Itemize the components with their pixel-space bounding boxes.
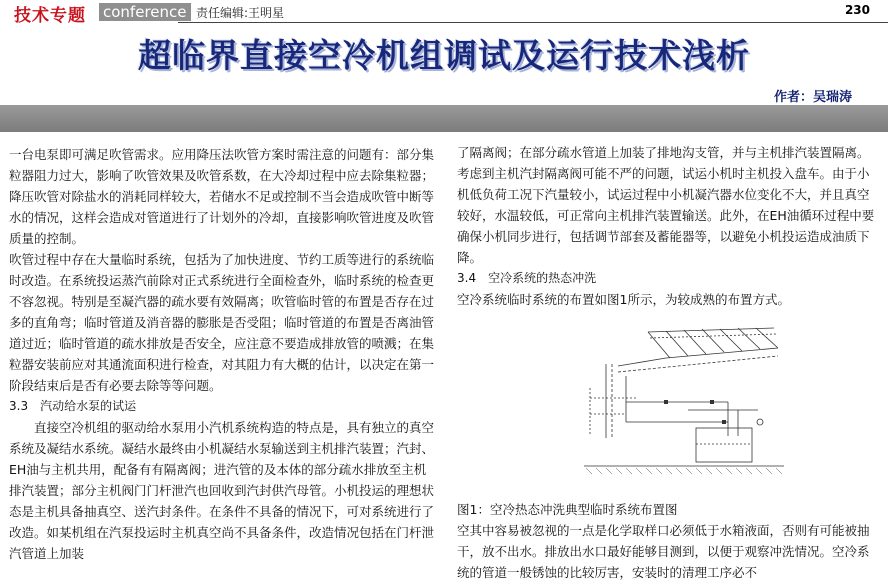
paragraph: 吹管过程中存在大量临时系统，包括为了加快进度、节约工质等进行的系统临时改造。在系统投运蒸汽前除对正式系统进行全面检查外，临时系统的检查更不容忽视。特别是至凝汽器的疏水要有效隔离；吹管临时管的布置是否存在过多的直角弯；临时管道及消音器的膨胀是否受阻；临时管道的布置是否离油管道过近；临时管道的疏水排放是否安全，应注意不要造成排放管的喷溅；在集粒器安装前应对其通流面积进行检查，对其阻力有大概的估计，以决定在第一阶段结束后是否有必要去除等等问题。 — [9, 252, 435, 393]
section-brand-en: conference — [99, 3, 191, 21]
header-rule — [178, 22, 888, 23]
page-number: 230 — [844, 3, 870, 17]
left-column — [9, 144, 437, 564]
article-author: 作者：吴瑞涛 — [773, 90, 852, 105]
paragraph: 了隔离阀；在部分疏水管道上加装了排地沟支管，并与主机排汽装置隔离。考虑到主机汽封隔离阀可能不严的问题，试运小机时主机投入盘车。由于小机低负荷工况下汽量较小，试运过程中小机凝汽器水位变化不大，并且真空较好，水温较低，可正常向主机排汽装置输送。此外，在EH油循环过程中要确保小机同步进行，包括调节部套及蓄能器等，以避免小机投运造成油质下降。 — [457, 145, 875, 265]
paragraph: 一台电泵即可满足吹管需求。应用降压法吹管方案时需注意的问题有：部分集粒器阻力过大，影响了吹管效果及吹管系数，在大冷却过程中应去除集粒器；降压吹管对除盐水的消耗同样较大，若储水不足或控制不当会造成吹管中断等水的情况，这样会造成对管道进行了计划外的冷却，直接影响吹管进度及吹管质量的控制。 — [9, 147, 435, 246]
article-title: 超临界直接空冷机组调试及运行技术浅析 — [138, 36, 750, 75]
page-header — [0, 0, 888, 24]
paragraph: 空冷系统临时系统的布置如图1所示，为较成熟的布置方式。 — [457, 292, 790, 307]
title-band — [0, 105, 888, 132]
flushing-system-diagram — [578, 318, 788, 486]
section-heading: 3.4 空冷系统的热态冲洗 — [457, 271, 597, 285]
figure-caption: 图1：空冷热态冲洗典型临时系统布置图 — [457, 502, 678, 517]
section-heading: 3.3 汽动给水泵的试运 — [9, 399, 137, 413]
section-brand: 技术专题 — [14, 6, 86, 26]
paragraph: 直接空冷机组的驱动给水泵用小汽机系统构造的特点是，具有独立的真空系统及凝结水系统。凝结水最终由小机凝结水泵输送到主机排汽装置；汽封、EH油与主机共用，配备有有隔离阀；进汽管的及本体的部分疏水排放至主机排汽装置；部分主机阀门门杆泄汽也回收到汽封供汽母管。小机投运的理想状态是主机具备抽真空、送汽封条件。在条件不具备的情况下，可对系统进行了改造。如某机组在汽泵投运时主机真空尚不具备条件，改造情况包括在门杆泄汽管道上加装 — [9, 420, 435, 561]
editor-credit: 责任编辑:王明星 — [196, 6, 285, 20]
paragraph: 空其中容易被忽视的一点是化学取样口必须低于水箱液面，否则有可能被抽干，放不出水。排放出水口最好能够目测到，以便于观察冲洗情况。空冷系统的管道一般锈蚀的比较厉害，安装时的清理工序必不 — [457, 523, 870, 580]
